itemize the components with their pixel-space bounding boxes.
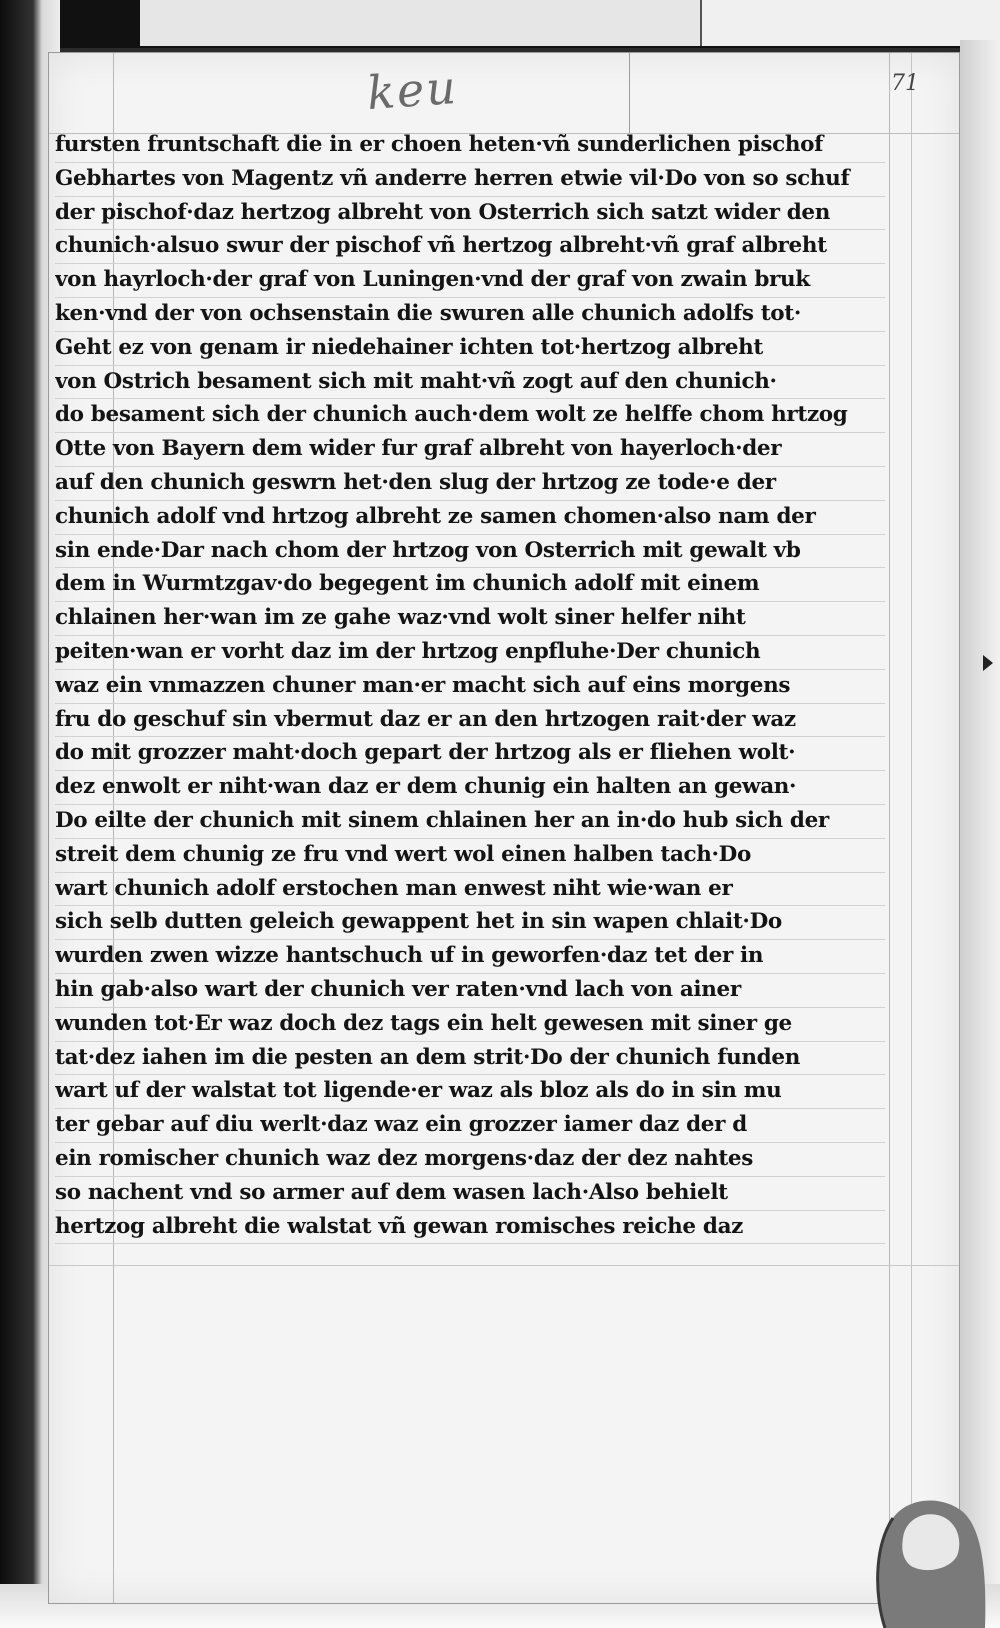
- text-line: sin ende·Dar nach chom der hrtzog von Osterrich mit gewalt vb: [55, 535, 885, 569]
- text-line: chunich·alsuo swur der pischof vñ hertzog albreht·vñ graf albreht: [55, 230, 885, 264]
- text-line: fru do geschuf sin vbermut daz er an den hrtzogen rait·der waz: [55, 704, 885, 738]
- text-line: sich selb dutten geleich gewappent het in sin wapen chlait·Do: [55, 906, 885, 940]
- text-line: fursten fruntschaft die in er choen heten·vñ sunderlichen pischof: [55, 129, 885, 163]
- text-line: dez enwolt er niht·wan daz er dem chunig ein halten an gewan·: [55, 771, 885, 805]
- text-line: wart uf der walstat tot ligende·er waz als bloz als do in sin mu: [55, 1075, 885, 1109]
- thumb-icon: [845, 1478, 995, 1628]
- running-head: keu: [365, 59, 460, 121]
- text-line: do mit grozzer maht·doch gepart der hrtzog als er fliehen wolt·: [55, 737, 885, 771]
- text-line: waz ein vnmazzen chuner man·er macht sich auf eins morgens: [55, 670, 885, 704]
- text-line: Do eilte der chunich mit sinem chlainen her an in·do hub sich der: [55, 805, 885, 839]
- text-line: von hayrloch·der graf von Luningen·vnd der graf von zwain bruk: [55, 264, 885, 298]
- text-line: ein romischer chunich waz dez morgens·daz der dez nahtes: [55, 1143, 885, 1177]
- text-line: Gebhartes von Magentz vñ anderre herren etwie vil·Do von so schuf: [55, 163, 885, 197]
- text-line: so nachent vnd so armer auf dem wasen lach·Also behielt: [55, 1177, 885, 1211]
- text-block: [55, 129, 885, 1244]
- text-line: do besament sich der chunich auch·dem wolt ze helffe chom hrtzog: [55, 399, 885, 433]
- text-line: chlainen her·wan im ze gahe waz·vnd wolt siner helfer niht: [55, 602, 885, 636]
- manuscript-page: [48, 52, 960, 1604]
- page-fold: [629, 53, 630, 133]
- ruling-line-bottom: [49, 1265, 959, 1266]
- text-line: dem in Wurmtzgav·do begegent im chunich adolf mit einem: [55, 568, 885, 602]
- folio-number: 71: [891, 71, 919, 96]
- text-line: von Ostrich besament sich mit maht·vñ zogt auf den chunich·: [55, 366, 885, 400]
- scan-background-right: [960, 40, 1000, 1628]
- ruling-line-right: [889, 53, 890, 1603]
- text-line: streit dem chunig ze fru vnd wert wol einen halben tach·Do: [55, 839, 885, 873]
- text-line: peiten·wan er vorht daz im der hrtzog enpfluhe·Der chunich: [55, 636, 885, 670]
- text-line: auf den chunich geswrn het·den slug der hrtzog ze tode·e der: [55, 467, 885, 501]
- text-line: wunden tot·Er waz doch dez tags ein helt gewesen mit siner ge: [55, 1008, 885, 1042]
- text-line: ter gebar auf diu werlt·daz waz ein grozzer iamer daz der d: [55, 1109, 885, 1143]
- text-line: hertzog albreht die walstat vñ gewan romisches reiche daz: [55, 1211, 885, 1245]
- ruling-line-right-outer: [911, 53, 912, 1603]
- text-line: Geht ez von genam ir niedehainer ichten tot·hertzog albreht: [55, 332, 885, 366]
- text-line: hin gab·also wart der chunich ver raten·vnd lach von ainer: [55, 974, 885, 1008]
- scan-background-flap-right: [700, 0, 1000, 46]
- text-line: chunich adolf vnd hrtzog albreht ze samen chomen·also nam der: [55, 501, 885, 535]
- text-line: ken·vnd der von ochsenstain die swuren alle chunich adolfs tot·: [55, 298, 885, 332]
- margin-mark-icon: [983, 655, 993, 671]
- text-line: wurden zwen wizze hantschuch uf in geworfen·daz tet der in: [55, 940, 885, 974]
- text-line: wart chunich adolf erstochen man enwest niht wie·wan er: [55, 873, 885, 907]
- text-line: Otte von Bayern dem wider fur graf albreht von hayerloch·der: [55, 433, 885, 467]
- scan-background-flap: [140, 0, 703, 46]
- text-line: tat·dez iahen im die pesten an dem strit·Do der chunich funden: [55, 1042, 885, 1076]
- text-line: der pischof·daz hertzog albreht von Osterrich sich satzt wider den: [55, 197, 885, 231]
